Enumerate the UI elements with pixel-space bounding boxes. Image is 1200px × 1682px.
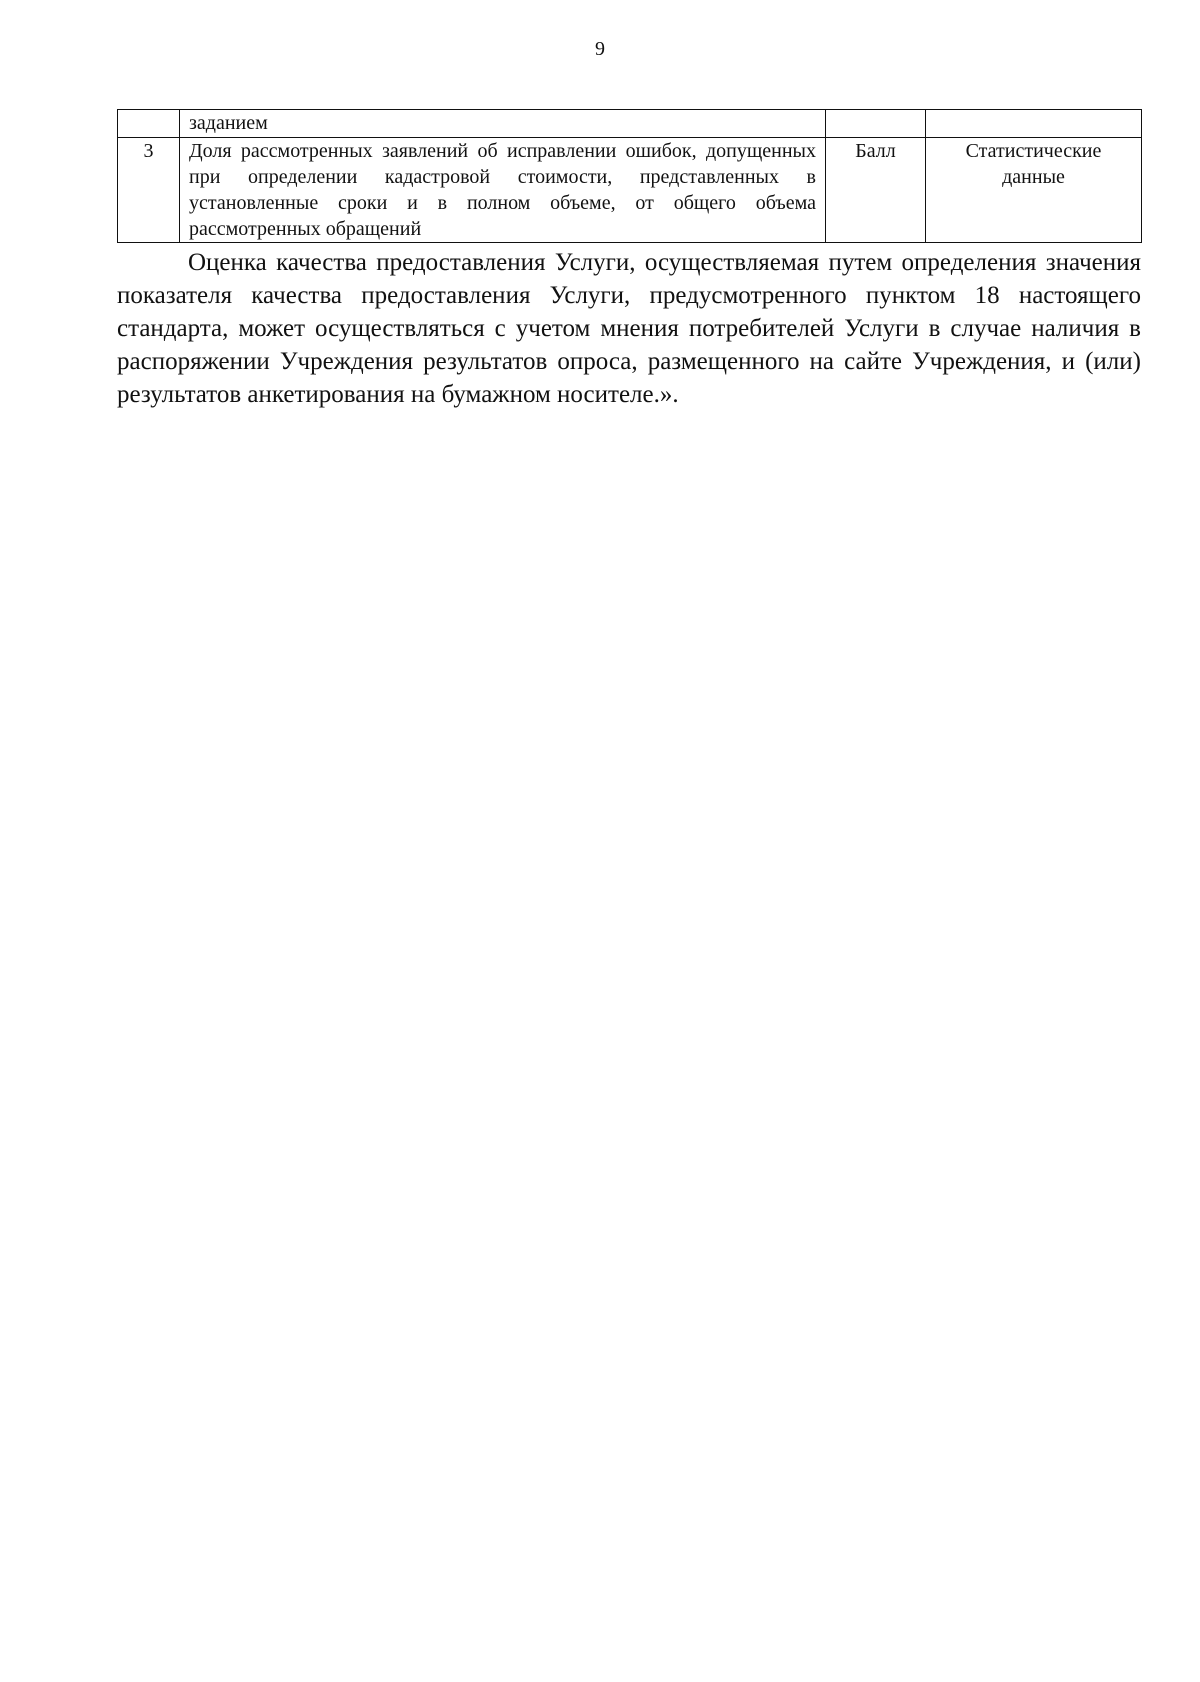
page-number: 9 bbox=[595, 38, 605, 60]
source-cell: Статистические данные bbox=[926, 138, 1142, 243]
body-paragraph: Оценка качества предоставления Услуги, осуществляемая путем определения значения показателя качества предоставления Услуги, предусмотренного пунктом 18 настоящего стандарта, может осуществляться с учетом мнения потребителей Услуги в случае наличия в распоряжении Учреждения результатов опроса, размещенного на сайте Учреждения, и (или) результатов анкетирования на бумажном носителе.». bbox=[117, 249, 1141, 408]
row-number-cell bbox=[118, 110, 180, 138]
table-row bbox=[118, 110, 1142, 138]
row-number-cell: 3 bbox=[118, 138, 180, 243]
indicators-table bbox=[117, 109, 1142, 243]
indicator-description-cell: заданием bbox=[180, 110, 826, 138]
source-cell bbox=[926, 110, 1142, 138]
indicator-description-cell: Доля рассмотренных заявлений об исправлении ошибок, допущенных при определении кадастровой стоимости, представленных в установленные сроки и в полном объеме, от общего объема рассмотренных обращений bbox=[180, 138, 826, 243]
table-row bbox=[118, 138, 1142, 243]
unit-cell: Балл bbox=[826, 138, 926, 243]
unit-cell bbox=[826, 110, 926, 138]
